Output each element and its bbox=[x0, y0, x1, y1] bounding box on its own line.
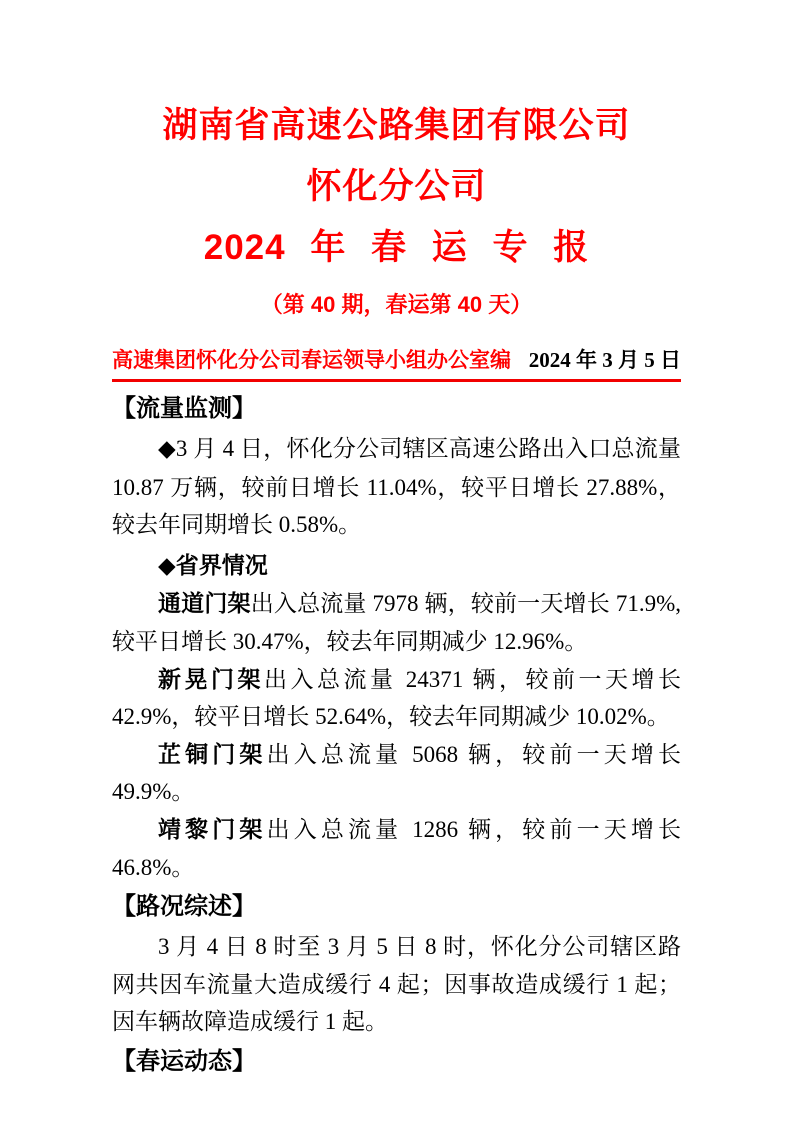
xinhuang-gantry-paragraph bbox=[112, 661, 681, 736]
tongdao-gantry-paragraph bbox=[112, 585, 681, 660]
document-body bbox=[112, 390, 681, 1081]
jingli-gantry-paragraph bbox=[112, 811, 681, 886]
diamond-bullet-icon: ◆ bbox=[158, 436, 176, 462]
org-title-line1: 湖南省高速公路集团有限公司 bbox=[162, 106, 631, 145]
editor-line bbox=[112, 346, 681, 382]
section-flow-monitoring bbox=[112, 390, 681, 886]
section-chunyun-news bbox=[112, 1043, 681, 1081]
total-flow-paragraph bbox=[112, 430, 681, 544]
org-title-line2: 怀化分公司 bbox=[306, 167, 487, 206]
jingli-gantry-lead: 靖黎门架 bbox=[158, 815, 267, 842]
jingli-gantry-text: 出入总流量 1286 辆，较前一天增长 46.8%。 bbox=[112, 816, 682, 880]
document-header bbox=[112, 104, 681, 382]
issue-date: 2024 年 3 月 5 日 bbox=[528, 348, 681, 372]
road-conditions-paragraph: 3 月 4 日 8 时至 3 月 5 日 8 时，怀化分公司辖区路网共因车流量大造成缓行 4 起；因事故造成缓行 1 起；因车辆故障造成缓行 1 起。 bbox=[112, 934, 681, 1035]
provincial-border-subheading-text: 省界情况 bbox=[175, 551, 268, 578]
section-heading-chunyun-news: 【春运动态】 bbox=[112, 1047, 256, 1075]
report-title: 2024 年 春 运 专 报 bbox=[203, 228, 590, 267]
issue-info: （第 40 期，春运第 40 天） bbox=[260, 292, 533, 317]
xinhuang-gantry-lead: 新晃门架 bbox=[158, 665, 264, 692]
zhitong-gantry-lead: 芷铜门架 bbox=[158, 740, 267, 767]
tongdao-gantry-text: 出入总流量 7978 辆，较前一天增长 71.9%,较平日增长 30.47%，较去年同期减少 12.96%。 bbox=[112, 591, 681, 654]
section-heading-flow-monitoring: 【流量监测】 bbox=[112, 395, 256, 422]
section-heading-road-conditions: 【路况综述】 bbox=[112, 893, 256, 921]
provincial-border-subheading bbox=[112, 547, 681, 586]
diamond-bullet-icon: ◆ bbox=[158, 552, 176, 579]
zhitong-gantry-paragraph bbox=[112, 736, 681, 811]
total-flow-text: 3 月 4 日，怀化分公司辖区高速公路出入口总流量 10.87 万辆，较前日增长 11.04%，较平日增长 27.88%，较去年同期增长 0.58%。 bbox=[112, 436, 681, 538]
tongdao-gantry-lead: 通道门架 bbox=[158, 590, 251, 617]
section-road-conditions bbox=[112, 888, 681, 1041]
zhitong-gantry-text: 出入总流量 5068 辆，较前一天增长 49.9%。 bbox=[112, 741, 682, 805]
editor-name: 高速集团怀化分公司春运领导小组办公室编 bbox=[112, 349, 511, 372]
xinhuang-gantry-text: 出入总流量 24371 辆，较前一天增长 42.9%，较平日增长 52.64%，较去年同期减少 10.02%。 bbox=[112, 666, 681, 730]
